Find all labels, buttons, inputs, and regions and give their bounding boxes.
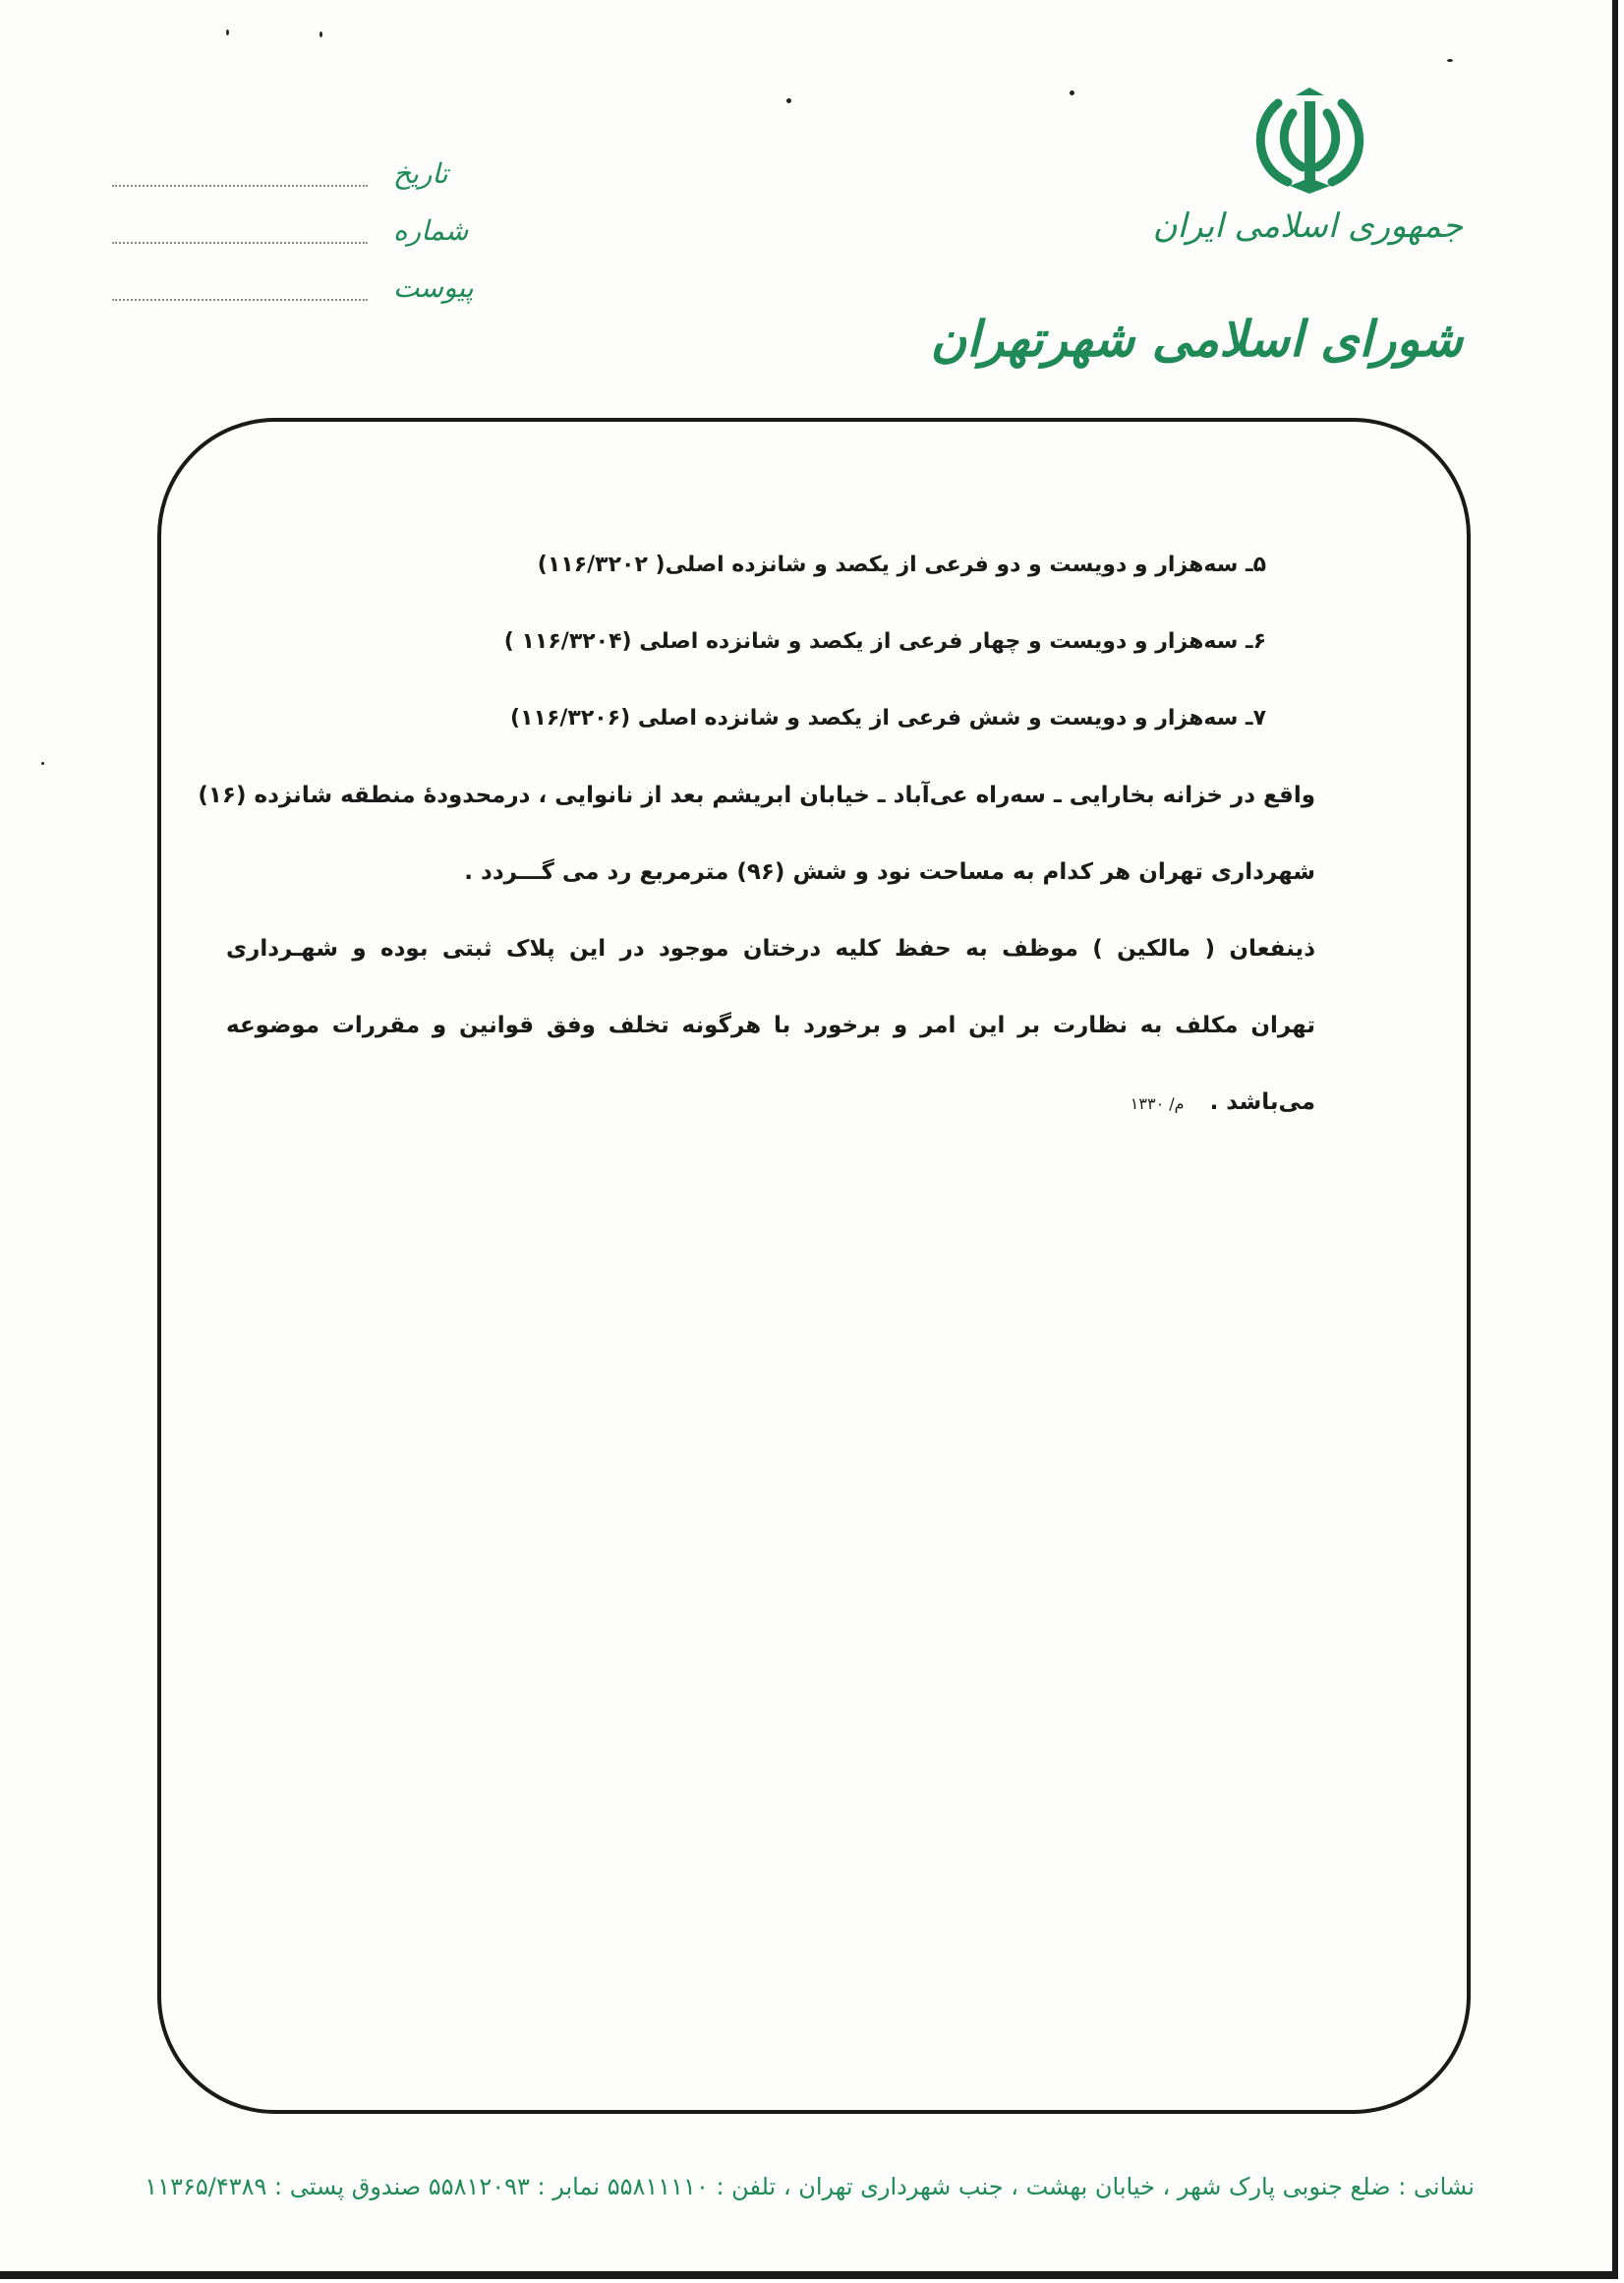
meta-row-date — [108, 157, 482, 214]
council-name: شورای اسلامی شهرتهران — [930, 310, 1463, 368]
paragraph-line: شهرداری تهران هر کدام به مساحت نود و شش (۹۶) مترمربع رد می گـــردد . — [464, 859, 1315, 885]
republic-name: جمهوری اسلامی ایران — [1152, 206, 1463, 246]
closing-text: می‌باشد . — [1209, 1089, 1315, 1115]
phone-label: تلفن : — [716, 2173, 777, 2200]
footer-contact — [108, 2173, 1475, 2200]
pobox-number: ۱۱۳۶۵/۴۳۸۹ — [145, 2173, 267, 2200]
date-label: تاریخ — [393, 157, 448, 190]
meta-row-attachment — [108, 271, 482, 328]
reference-code: م/ ۱۳۳۰ — [1130, 1094, 1185, 1113]
paragraph-line: واقع در خزانه بخارایی ـ سه‌راه عی‌آباد ـ خیابان ابریشم بعد از نانوایی ، درمحدودهٔ منطقه شانزده (۱۶) — [198, 783, 1315, 808]
dotted-line — [112, 299, 368, 301]
dotted-line — [112, 242, 368, 244]
list-item: ۶ـ سه‌هزار و دویست و چهار فرعی از یکصد و شانزده اصلی (۱۱۶/۳۲۰۴ ) — [503, 629, 1266, 654]
fax-number: ۵۵۸۱۲۰۹۳ — [428, 2173, 530, 2200]
pobox-label: صندوق پستی : — [274, 2173, 422, 2200]
paragraph-line: تهران مکلف به نظارت بر این امر و برخورد با هرگونه تخلف وفق قوانین و مقررات موضوعه — [226, 1013, 1315, 1038]
phone-number: ۵۵۸۱۱۱۱۰ — [607, 2173, 709, 2200]
list-item: ۷ـ سه‌هزار و دویست و شش فرعی از یکصد و شانزده اصلی (۱۱۶/۳۲۰۶) — [510, 706, 1266, 731]
fax-label: نمابر : — [537, 2173, 601, 2200]
paragraph-line: ذینفعان ( مالکین ) موظف به حفظ کلیه درختان موجود در این پلاک ثبتی بوده و شهـرداری — [226, 936, 1315, 962]
address-label: نشانی : — [1398, 2173, 1475, 2200]
list-item: ۵ـ سه‌هزار و دویست و دو فرعی از یکصد و شانزده اصلی( ۱۱۶/۳۲۰۲) — [537, 553, 1266, 577]
number-label: شماره — [393, 214, 469, 247]
meta-fields — [108, 157, 482, 328]
meta-row-number — [108, 214, 482, 271]
dotted-line — [112, 185, 368, 187]
letter-body — [198, 546, 1315, 1124]
closing-line — [226, 1083, 1315, 1124]
islamic-republic-emblem-icon — [1248, 84, 1371, 202]
attachment-label: پیوست — [393, 271, 474, 304]
address-text: ضلع جنوبی پارک شهر ، خیابان بهشت ، جنب شهرداری تهران ، — [783, 2173, 1391, 2200]
